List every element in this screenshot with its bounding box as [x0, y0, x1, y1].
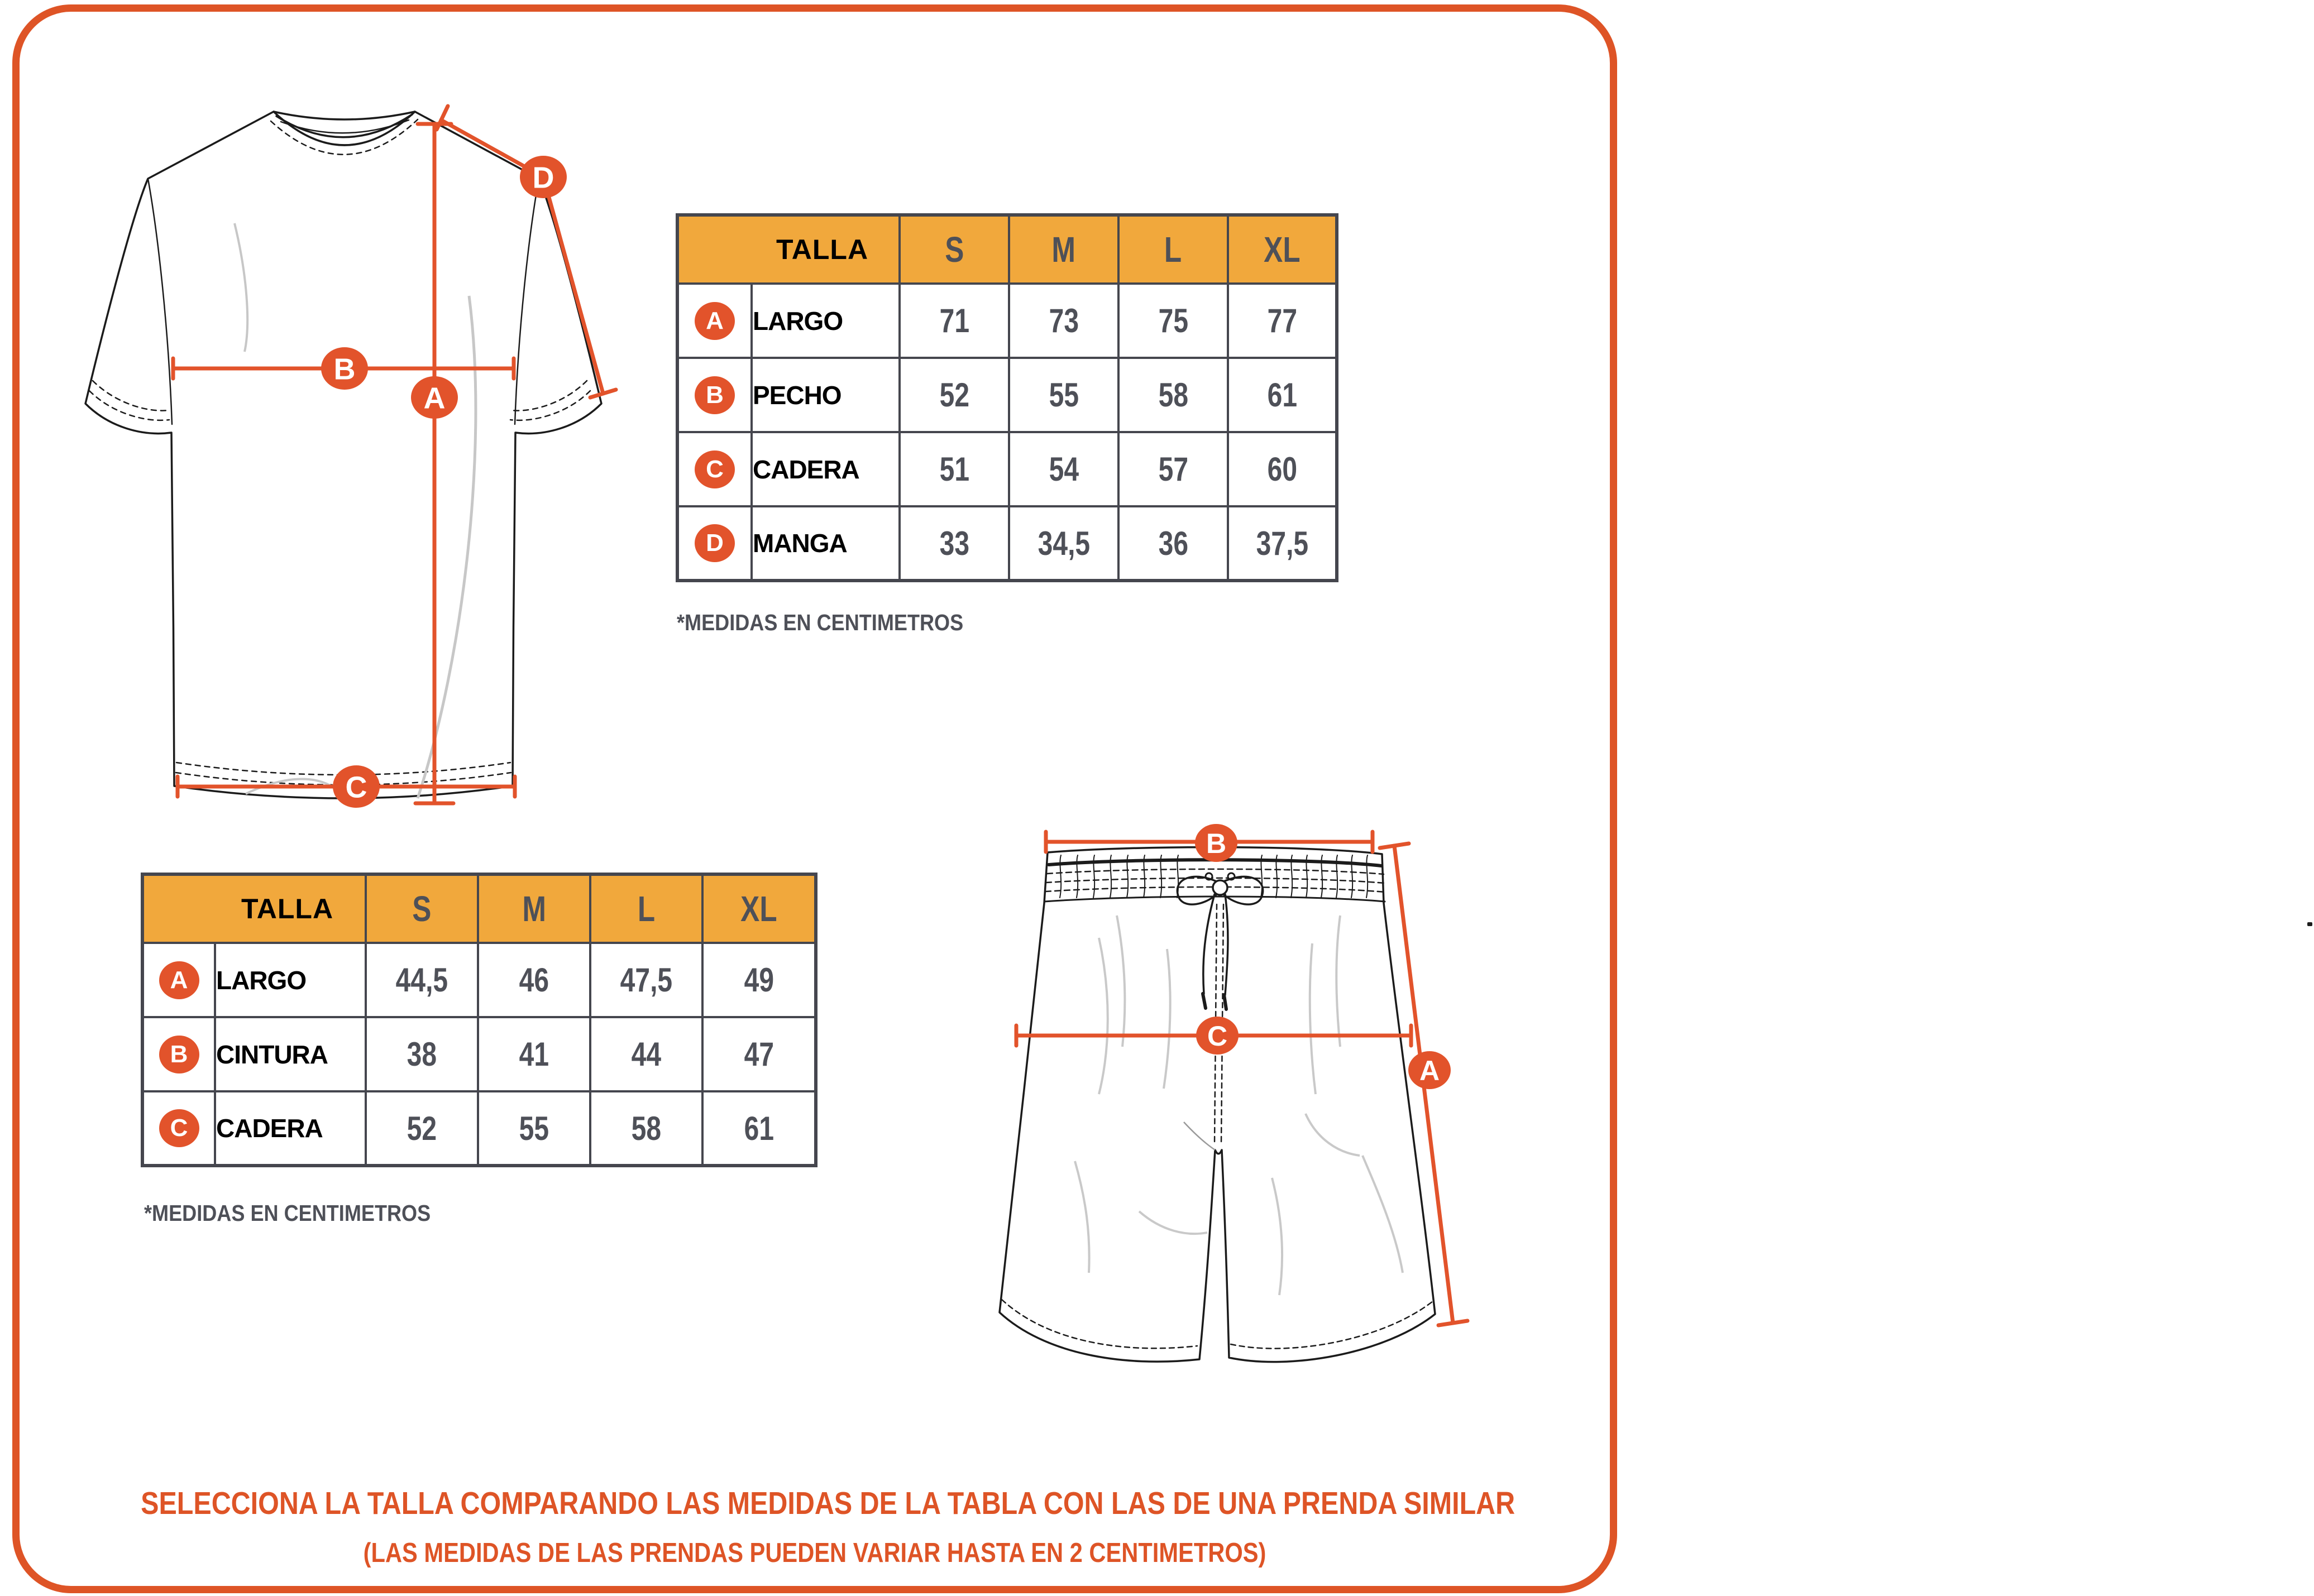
shirt-manga-m: 34,5 [1009, 506, 1118, 581]
tshirt-outline [85, 112, 601, 798]
shorts-cadera-xl: 61 [702, 1091, 816, 1166]
shorts-header-size-l: L [590, 874, 702, 943]
shirt-row-d-badge: D [695, 524, 735, 562]
shorts-table-row-cintura [142, 1017, 816, 1091]
shorts-header-size-s: S [366, 874, 478, 943]
shorts-largo-l: 47,5 [590, 943, 702, 1017]
shorts-cintura-l: 44 [590, 1017, 702, 1091]
shirt-row-b-badge: B [695, 376, 735, 414]
shorts-cintura-s: 38 [366, 1017, 478, 1091]
shirt-largo-l: 75 [1118, 284, 1228, 358]
shirt-header-size-s: S [900, 215, 1009, 284]
shirt-manga-s: 33 [900, 506, 1009, 581]
shirt-table-note: *MEDIDAS EN CENTIMETROS [677, 610, 964, 635]
shorts-header-talla: TALLA [142, 874, 366, 943]
shirt-row-b-label: PECHO [752, 358, 900, 432]
shirt-row-c-label: CADERA [752, 432, 900, 506]
shirt-manga-xl: 37,5 [1228, 506, 1337, 581]
shirt-header-size-l: L [1118, 215, 1228, 284]
shirt-cadera-s: 51 [900, 432, 1009, 506]
shirt-marker-c-label: C [345, 770, 367, 804]
shirt-manga-l: 36 [1118, 506, 1228, 581]
shirt-header-size-m: M [1009, 215, 1118, 284]
shorts-table-header-row [142, 874, 816, 943]
shorts-outline [1000, 847, 1435, 1362]
shirt-pecho-s: 52 [900, 358, 1009, 432]
shorts-marker-c-label: C [1207, 1020, 1228, 1052]
shorts-row-a-label: LARGO [215, 943, 366, 1017]
shirt-cadera-xl: 60 [1228, 432, 1337, 506]
shirt-table-header-row [677, 215, 1337, 284]
tshirt-diagram [78, 89, 642, 832]
footer-line-2: (LAS MEDIDAS DE LAS PRENDAS PUEDEN VARIAR HASTA EN 2 CENTIMETROS) [363, 1538, 1266, 1568]
shirt-pecho-l: 58 [1118, 358, 1228, 432]
shorts-header-size-m: M [478, 874, 590, 943]
shorts-row-c-badge: C [159, 1109, 199, 1147]
shirt-table-row-largo [677, 284, 1337, 358]
shirt-largo-xl: 77 [1228, 284, 1337, 358]
shirt-cadera-l: 57 [1118, 432, 1228, 506]
shirt-row-a-label: LARGO [752, 284, 900, 358]
footer-instructions [20, 1485, 1610, 1569]
shorts-cintura-xl: 47 [702, 1017, 816, 1091]
shirt-marker-d-label: D [532, 161, 554, 195]
shirt-largo-s: 71 [900, 284, 1009, 358]
shorts-row-c-label: CADERA [215, 1091, 366, 1166]
shorts-marker-b-label: B [1206, 828, 1227, 859]
shorts-largo-s: 44,5 [366, 943, 478, 1017]
shorts-cintura-m: 41 [478, 1017, 590, 1091]
shirt-table-row-manga [677, 506, 1337, 581]
shorts-row-b-label: CINTURA [215, 1017, 366, 1091]
shirt-largo-m: 73 [1009, 284, 1118, 358]
shirt-table-row-cadera [677, 432, 1337, 506]
shirt-header-talla: TALLA [677, 215, 900, 284]
shirt-marker-a-label: A [423, 381, 446, 415]
shorts-size-table [141, 873, 817, 1167]
shirt-size-table [676, 213, 1338, 582]
shirt-cadera-m: 54 [1009, 432, 1118, 506]
shirt-row-d-label: MANGA [752, 506, 900, 581]
shorts-largo-m: 46 [478, 943, 590, 1017]
stray-dot [2307, 922, 2312, 926]
shirt-row-c-badge: C [695, 450, 735, 488]
shorts-cadera-m: 55 [478, 1091, 590, 1166]
shirt-row-a-badge: A [695, 302, 735, 340]
shorts-row-a-badge: A [159, 961, 199, 999]
shirt-marker-b-label: B [333, 352, 356, 386]
shorts-diagram [1000, 809, 1463, 1401]
shirt-table-row-pecho [677, 358, 1337, 432]
shorts-header-size-xl: XL [702, 874, 816, 943]
shorts-largo-xl: 49 [702, 943, 816, 1017]
shirt-pecho-m: 55 [1009, 358, 1118, 432]
shirt-pecho-xl: 61 [1228, 358, 1337, 432]
shorts-table-note: *MEDIDAS EN CENTIMETROS [144, 1200, 431, 1226]
shorts-row-b-badge: B [159, 1036, 199, 1073]
shirt-header-size-xl: XL [1228, 215, 1337, 284]
shorts-cadera-s: 52 [366, 1091, 478, 1166]
shorts-table-row-cadera [142, 1091, 816, 1166]
shorts-marker-a-label: A [1419, 1055, 1440, 1086]
shorts-cadera-l: 58 [590, 1091, 702, 1166]
shorts-table-row-largo [142, 943, 816, 1017]
footer-line-1: SELECCIONA LA TALLA COMPARANDO LAS MEDIDAS DE LA TABLA CON LAS DE UNA PRENDA SIMILAR [141, 1485, 1515, 1521]
